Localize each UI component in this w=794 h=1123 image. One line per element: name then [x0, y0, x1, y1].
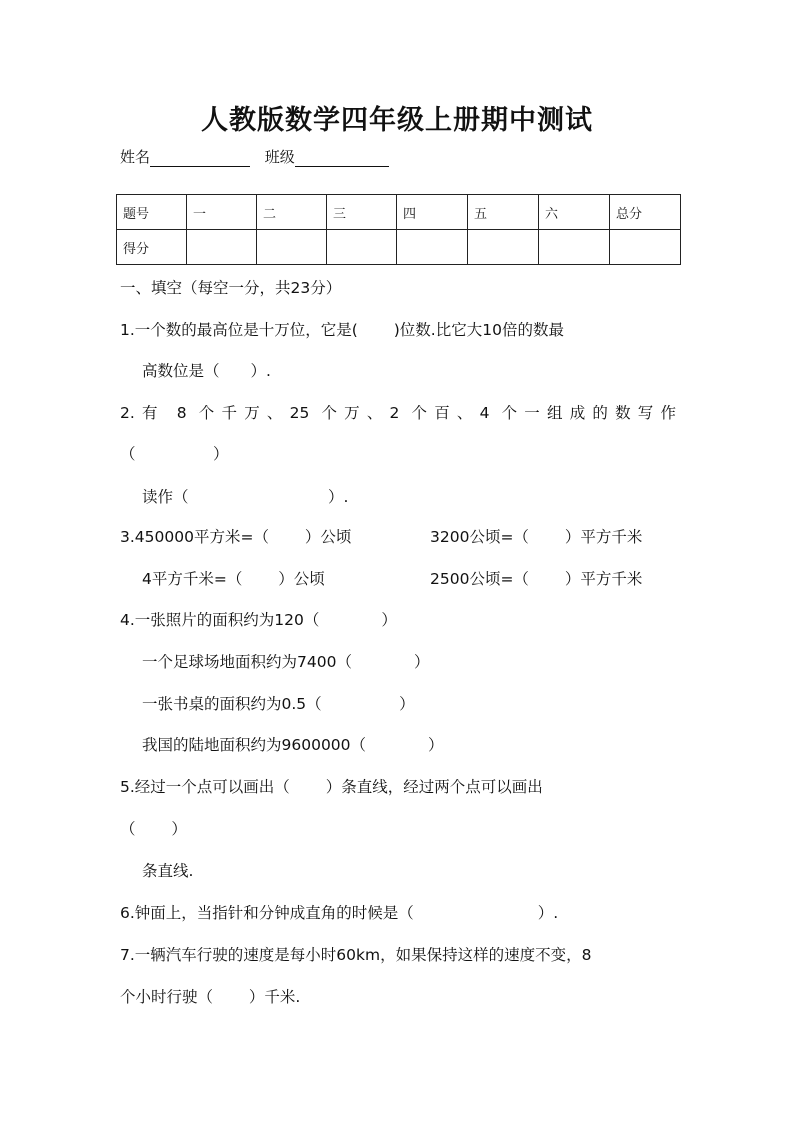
- header-cell-6: 六: [539, 195, 610, 230]
- header-cell-4: 四: [397, 195, 468, 230]
- score-label-cell: 得分: [117, 230, 187, 265]
- question-2-line-3: 读作（ ）.: [142, 488, 349, 506]
- question-4-item-2: 一个足球场地面积约为7400（ ）: [142, 653, 430, 671]
- header-cell-3: 三: [327, 195, 397, 230]
- question-5-line-3: 条直线.: [142, 862, 194, 880]
- question-7-line-1: 7.一辆汽车行驶的速度是每小时60km，如果保持这样的速度不变，8: [120, 946, 592, 964]
- score-cell[interactable]: [327, 230, 397, 265]
- class-label: 班级: [264, 148, 295, 166]
- score-cell[interactable]: [539, 230, 610, 265]
- question-4-item-1: 4.一张照片的面积约为120（ ）: [120, 611, 397, 629]
- header-cell-question-number: 题号: [117, 195, 187, 230]
- header-cell-5: 五: [468, 195, 539, 230]
- question-3-item-4: 2500公顷=（ ）平方千米: [430, 570, 643, 588]
- question-7-line-2: 个小时行驶（ ）千米.: [120, 988, 301, 1006]
- question-2-line-2: （ ）: [120, 445, 229, 463]
- question-3-item-1: 3.450000平方米=（ ）公顷: [120, 528, 352, 546]
- score-table-score-row: [117, 230, 681, 265]
- score-cell[interactable]: [468, 230, 539, 265]
- name-label: 姓名: [120, 148, 151, 166]
- question-4-item-4: 我国的陆地面积约为9600000（ ）: [142, 736, 444, 754]
- question-1-line-2: 高数位是（ ）.: [142, 362, 271, 380]
- question-5-line-2: （ ）: [120, 820, 187, 838]
- score-table-header-row: [117, 195, 681, 230]
- header-cell-total: 总分: [610, 195, 681, 230]
- question-2-line-1: 2.有 8 个千万、25 个万、2 个百、4 个一组成的数写作: [120, 404, 676, 422]
- name-blank[interactable]: [150, 150, 250, 167]
- question-1-line-1: 1.一个数的最高位是十万位，它是( )位数.比它大10倍的数最: [120, 321, 564, 339]
- score-cell[interactable]: [257, 230, 327, 265]
- score-cell[interactable]: [187, 230, 257, 265]
- question-6: 6.钟面上，当指针和分钟成直角的时候是（ ）.: [120, 904, 559, 922]
- question-3-item-3: 4平方千米=（ ）公顷: [142, 570, 325, 588]
- score-cell[interactable]: [610, 230, 681, 265]
- class-blank[interactable]: [295, 150, 389, 167]
- score-table: [116, 194, 681, 265]
- name-class-row: [120, 146, 389, 167]
- question-3-item-2: 3200公顷=（ ）平方千米: [430, 528, 643, 546]
- page-title: 人教版数学四年级上册期中测试: [201, 105, 593, 136]
- section-heading: 一、填空（每空一分，共23分）: [120, 279, 342, 297]
- question-4-item-3: 一张书桌的面积约为0.5（ ）: [142, 695, 415, 713]
- header-cell-2: 二: [257, 195, 327, 230]
- question-5-line-1: 5.经过一个点可以画出（ ）条直线，经过两个点可以画出: [120, 778, 543, 796]
- score-cell[interactable]: [397, 230, 468, 265]
- header-cell-1: 一: [187, 195, 257, 230]
